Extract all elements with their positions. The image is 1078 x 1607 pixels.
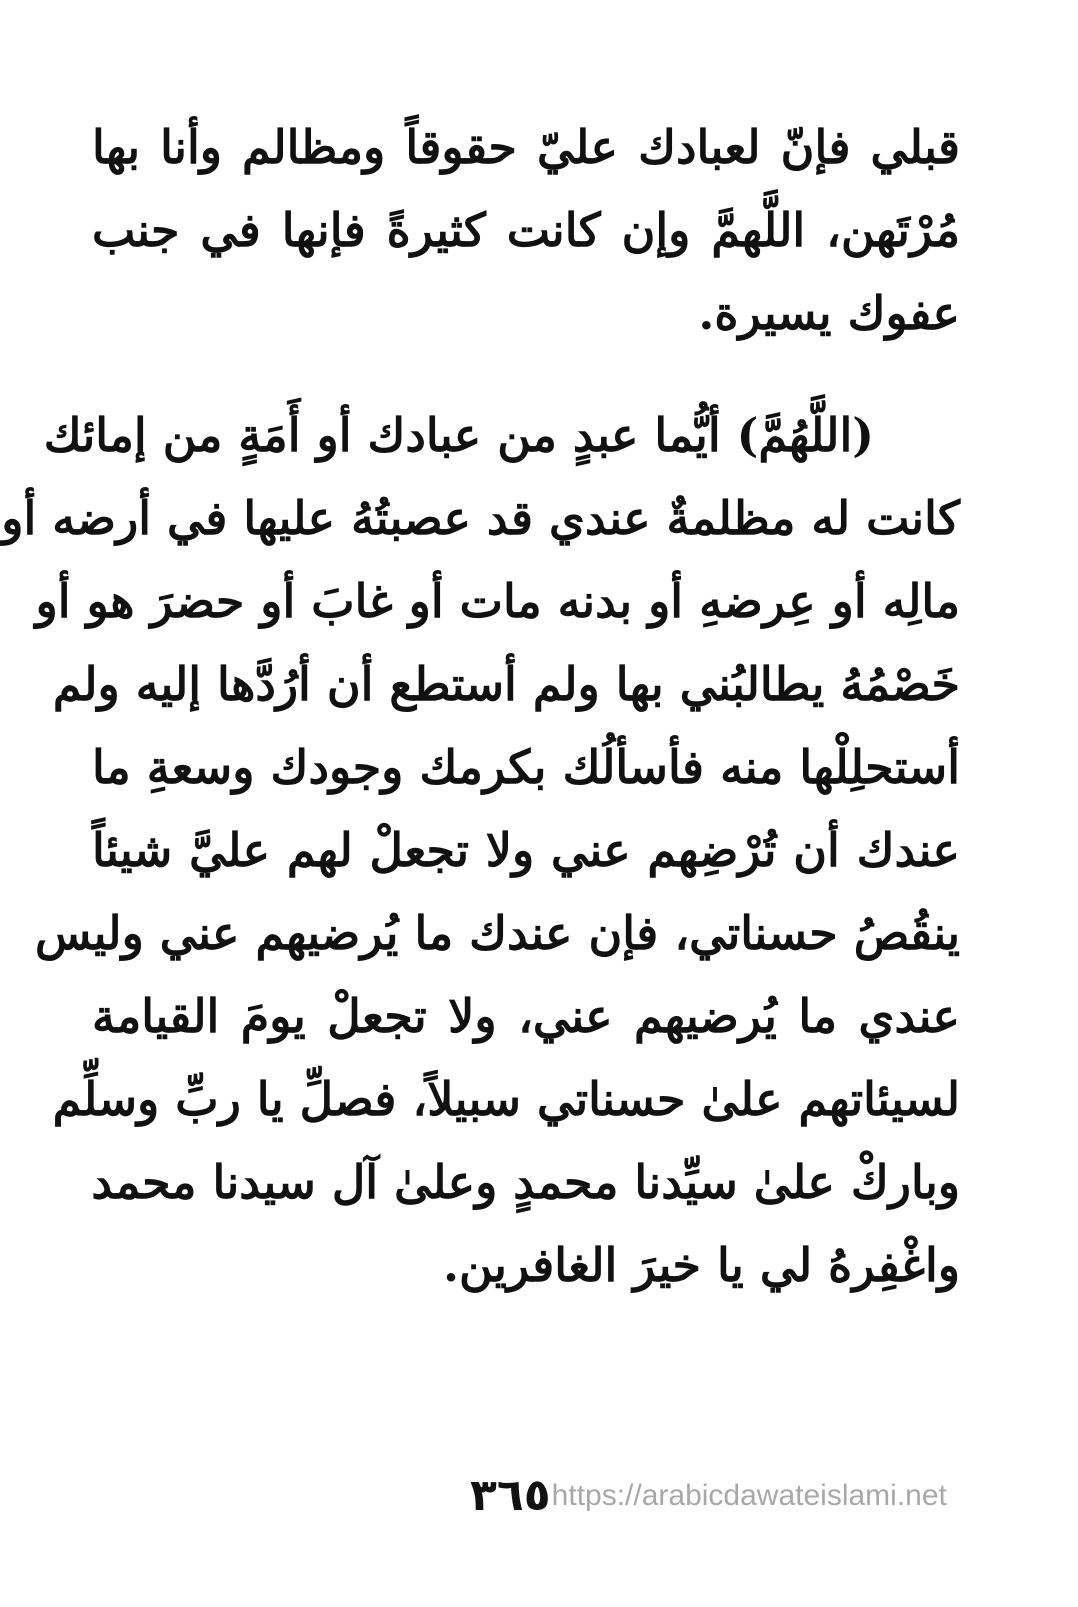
page-number: ٣٦٥	[470, 1470, 551, 1521]
watermark-url[interactable]: https://arabicdawateislami.net	[551, 1478, 947, 1512]
text-line: كانت له مظلمةٌ عندي قد عصبتُهُ عليها في أرضه أو	[1, 491, 960, 545]
text-line: واغْفِرهُ لي يا خيرَ الغافرين.	[443, 1238, 960, 1292]
text-line: عندي ما يُرضيهم عني، ولا تجعلْ يومَ القيامة	[92, 989, 960, 1043]
text-line: عفوك يسيرة.	[698, 286, 960, 340]
paragraph-2	[1, 394, 960, 1307]
text-line: مُرْتَهن، اللَّهمَّ وإن كانت كثيرةً فإنها في جنب	[92, 203, 960, 257]
text-line: مالِه أو عِرضهِ أو بدنه مات أو غابَ أو حضرَ هو أو	[35, 574, 960, 628]
text-line: لسيئاتهم علىٰ حسناتي سبيلاً، فصلِّ يا ربِّ وسلِّم	[52, 1072, 960, 1126]
text-line: وباركْ علىٰ سيِّدنا محمدٍ وعلىٰ آل سيدنا محمد	[91, 1155, 960, 1209]
page-footer	[470, 1470, 947, 1530]
text-line: خَصْمُهُ يطالبُني بها ولم أستطع أن أرُدَّها إليه ولم	[52, 657, 960, 711]
text-line: (اللَّهُمَّ) أيُّما عبدٍ من عبادك أو أَمَةٍ من إمائك	[43, 408, 874, 462]
paragraph-1	[92, 106, 960, 355]
text-line: ينقُصُ حسناتي، فإن عندك ما يُرضيهم عني وليس	[35, 906, 960, 960]
text-line: أستحلِلْها منه فأسألُك بكرمك وجودك وسعةِ ما	[92, 740, 960, 794]
text-line: عندك أن تُرْضِهم عني ولا تجعلْ لهم عليَّ شيئاً	[92, 823, 960, 877]
text-line: قبلي فإنّ لعبادك عليّ حقوقاً ومظالم وأنا بها	[92, 120, 960, 174]
